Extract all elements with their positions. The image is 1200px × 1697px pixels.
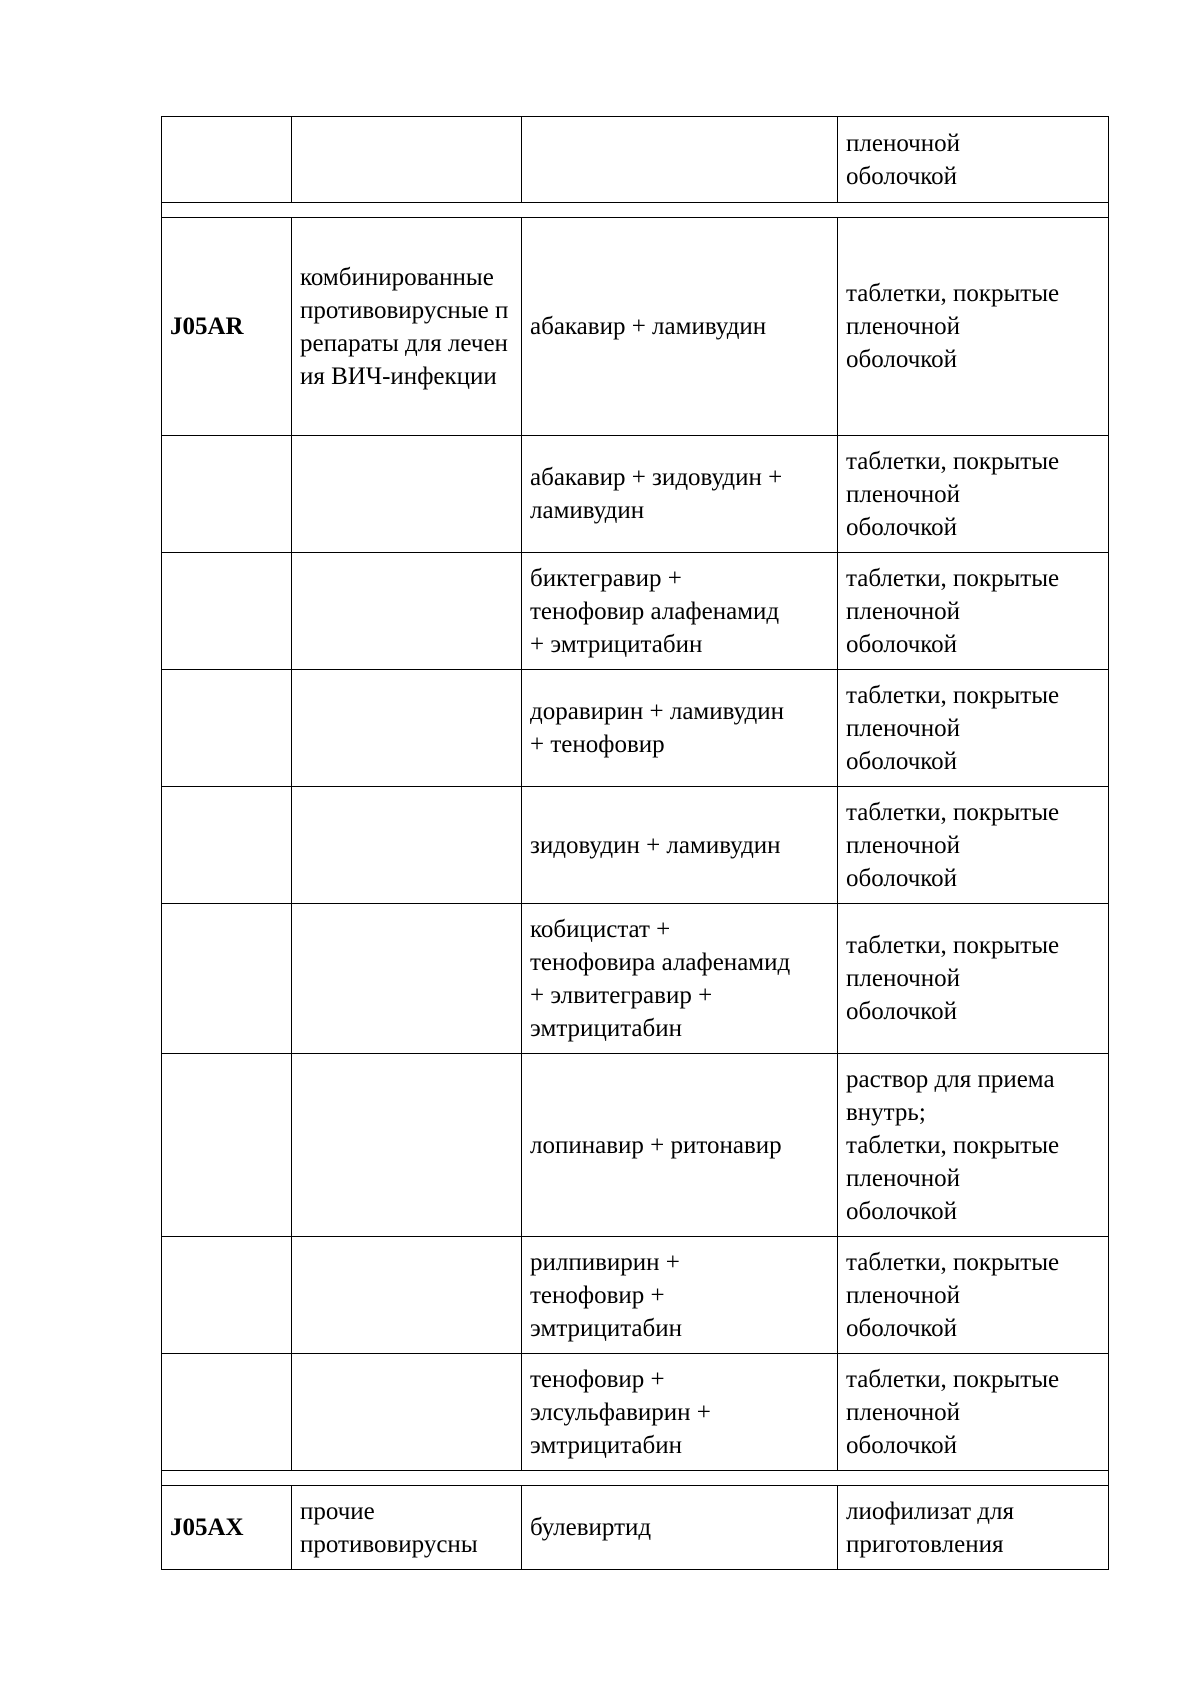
drug-classification-table	[161, 116, 1109, 1570]
dosage-form-line: пленочной	[846, 965, 961, 992]
dosage-form-cell	[838, 1486, 1109, 1570]
table-row	[162, 1237, 1109, 1354]
dosage-form-line: оболочкой	[846, 162, 958, 190]
atc-code-cell: J05AX	[162, 1486, 292, 1570]
substance-cell	[522, 553, 838, 670]
atc-code-cell	[162, 117, 292, 203]
substance-line: элсульфавирин +	[530, 1398, 711, 1426]
group-cell	[292, 436, 522, 553]
group-cell	[292, 670, 522, 787]
substance-cell	[522, 1486, 838, 1570]
dosage-form-line: таблетки, покрытые	[846, 447, 1060, 475]
table-row	[162, 218, 1109, 436]
group-cell	[292, 1237, 522, 1354]
dosage-form-line: пленочной	[846, 831, 961, 859]
table-row	[162, 1486, 1109, 1570]
substance-line: эмтрицитабин	[530, 1014, 683, 1042]
dosage-form-line: таблетки, покрытые	[846, 681, 1060, 709]
substance-cell	[522, 1237, 838, 1354]
substance-line: доравирин + ламивудин	[530, 698, 784, 725]
substance-line: биктегравир +	[530, 564, 682, 592]
atc-code-cell: J05AR	[162, 218, 292, 436]
dosage-form-line: таблетки, покрытые	[846, 932, 1060, 959]
dosage-form-cell	[838, 670, 1109, 787]
dosage-form-cell	[838, 1354, 1109, 1471]
dosage-form-line: пленочной	[846, 1164, 961, 1192]
dosage-form-line: оболочкой	[846, 513, 958, 541]
substance-line: лопинавир + ритонавир	[530, 1131, 782, 1159]
dosage-form-line: лиофилизат для	[846, 1497, 1014, 1525]
dosage-form-line: таблетки, покрытые	[846, 280, 1060, 307]
atc-code-cell	[162, 1054, 292, 1237]
substance-line: кобицистат +	[530, 915, 671, 943]
dosage-form-cell	[838, 117, 1109, 203]
dosage-form-line: пленочной	[846, 480, 961, 508]
dosage-form-line: пленочной	[846, 1281, 961, 1309]
dosage-form-line: пленочной	[846, 129, 961, 157]
section-divider	[162, 203, 1109, 218]
dosage-form-line: оболочкой	[846, 1431, 958, 1459]
dosage-form-line: оболочкой	[846, 747, 958, 775]
dosage-form-cell	[838, 1237, 1109, 1354]
substance-cell	[522, 218, 838, 436]
substance-line: зидовудин + ламивудин	[530, 831, 781, 859]
substance-line: ламивудин	[530, 497, 645, 524]
group-cell	[292, 787, 522, 904]
dosage-form-cell	[838, 904, 1109, 1054]
dosage-form-line: пленочной	[846, 313, 961, 340]
substance-cell	[522, 436, 838, 553]
atc-code-cell	[162, 904, 292, 1054]
atc-code-cell	[162, 1237, 292, 1354]
group-line: прочие	[300, 1497, 375, 1525]
section-divider	[162, 1471, 1109, 1486]
dosage-form-cell	[838, 1054, 1109, 1237]
section-divider-row	[162, 203, 1109, 218]
substance-line: тенофовир +	[530, 1365, 665, 1393]
table-row	[162, 1054, 1109, 1237]
dosage-form-line: таблетки, покрытые	[846, 798, 1060, 826]
group-cell	[292, 1054, 522, 1237]
group-cell	[292, 904, 522, 1054]
dosage-form-line: оболочкой	[846, 1314, 958, 1342]
substance-line: тенофовира алафенамид	[530, 948, 791, 976]
dosage-form-line: внутрь;	[846, 1098, 926, 1126]
dosage-form-cell	[838, 553, 1109, 670]
atc-code-cell	[162, 1354, 292, 1471]
substance-line: + эмтрицитабин	[530, 630, 703, 658]
substance-line: + элвитегравир +	[530, 981, 713, 1009]
dosage-form-line: таблетки, покрытые	[846, 564, 1060, 592]
atc-code-cell	[162, 436, 292, 553]
dosage-form-line: оболочкой	[846, 1197, 958, 1225]
substance-line: абакавир + зидовудин +	[530, 464, 783, 491]
substance-cell	[522, 787, 838, 904]
substance-line: абакавир + ламивудин	[530, 313, 767, 340]
dosage-form-line: пленочной	[846, 597, 961, 625]
substance-line: эмтрицитабин	[530, 1431, 683, 1459]
group-cell	[292, 1486, 522, 1570]
substance-line: тенофовир алафенамид	[530, 597, 780, 625]
dosage-form-cell	[838, 436, 1109, 553]
substance-cell	[522, 670, 838, 787]
group-line: противовирусны	[300, 1530, 478, 1558]
dosage-form-line: таблетки, покрытые	[846, 1365, 1060, 1393]
dosage-form-line: пленочной	[846, 1398, 961, 1426]
dosage-form-line: таблетки, покрытые	[846, 1131, 1060, 1159]
dosage-form-cell	[838, 787, 1109, 904]
table-row	[162, 670, 1109, 787]
substance-line: рилпивирин +	[530, 1248, 680, 1276]
table-row	[162, 117, 1109, 203]
atc-code-cell	[162, 553, 292, 670]
table-row	[162, 553, 1109, 670]
substance-cell	[522, 1354, 838, 1471]
group-cell	[292, 117, 522, 203]
dosage-form-line: оболочкой	[846, 998, 958, 1025]
substance-line: тенофовир +	[530, 1281, 665, 1309]
substance-line: булевиртид	[530, 1514, 652, 1541]
group-cell	[292, 553, 522, 670]
table-row	[162, 904, 1109, 1054]
substance-cell	[522, 1054, 838, 1237]
table-row	[162, 1354, 1109, 1471]
table-row	[162, 787, 1109, 904]
table-row	[162, 436, 1109, 553]
dosage-form-line: раствор для приема	[846, 1065, 1055, 1093]
dosage-form-line: таблетки, покрытые	[846, 1248, 1060, 1276]
group-cell	[292, 1354, 522, 1471]
dosage-form-line: оболочкой	[846, 864, 958, 892]
dosage-form-cell	[838, 218, 1109, 436]
atc-code-cell	[162, 670, 292, 787]
group-cell: комбинированные противовирусные препараты для лечения ВИЧ-инфекции	[292, 218, 522, 436]
substance-cell	[522, 117, 838, 203]
atc-code-cell	[162, 787, 292, 904]
dosage-form-line: оболочкой	[846, 630, 958, 658]
substance-line: + тенофовир	[530, 731, 665, 758]
section-divider-row	[162, 1471, 1109, 1486]
substance-cell	[522, 904, 838, 1054]
substance-line: эмтрицитабин	[530, 1314, 683, 1342]
dosage-form-line: оболочкой	[846, 346, 958, 373]
dosage-form-line: приготовления	[846, 1530, 1004, 1558]
dosage-form-line: пленочной	[846, 714, 961, 742]
